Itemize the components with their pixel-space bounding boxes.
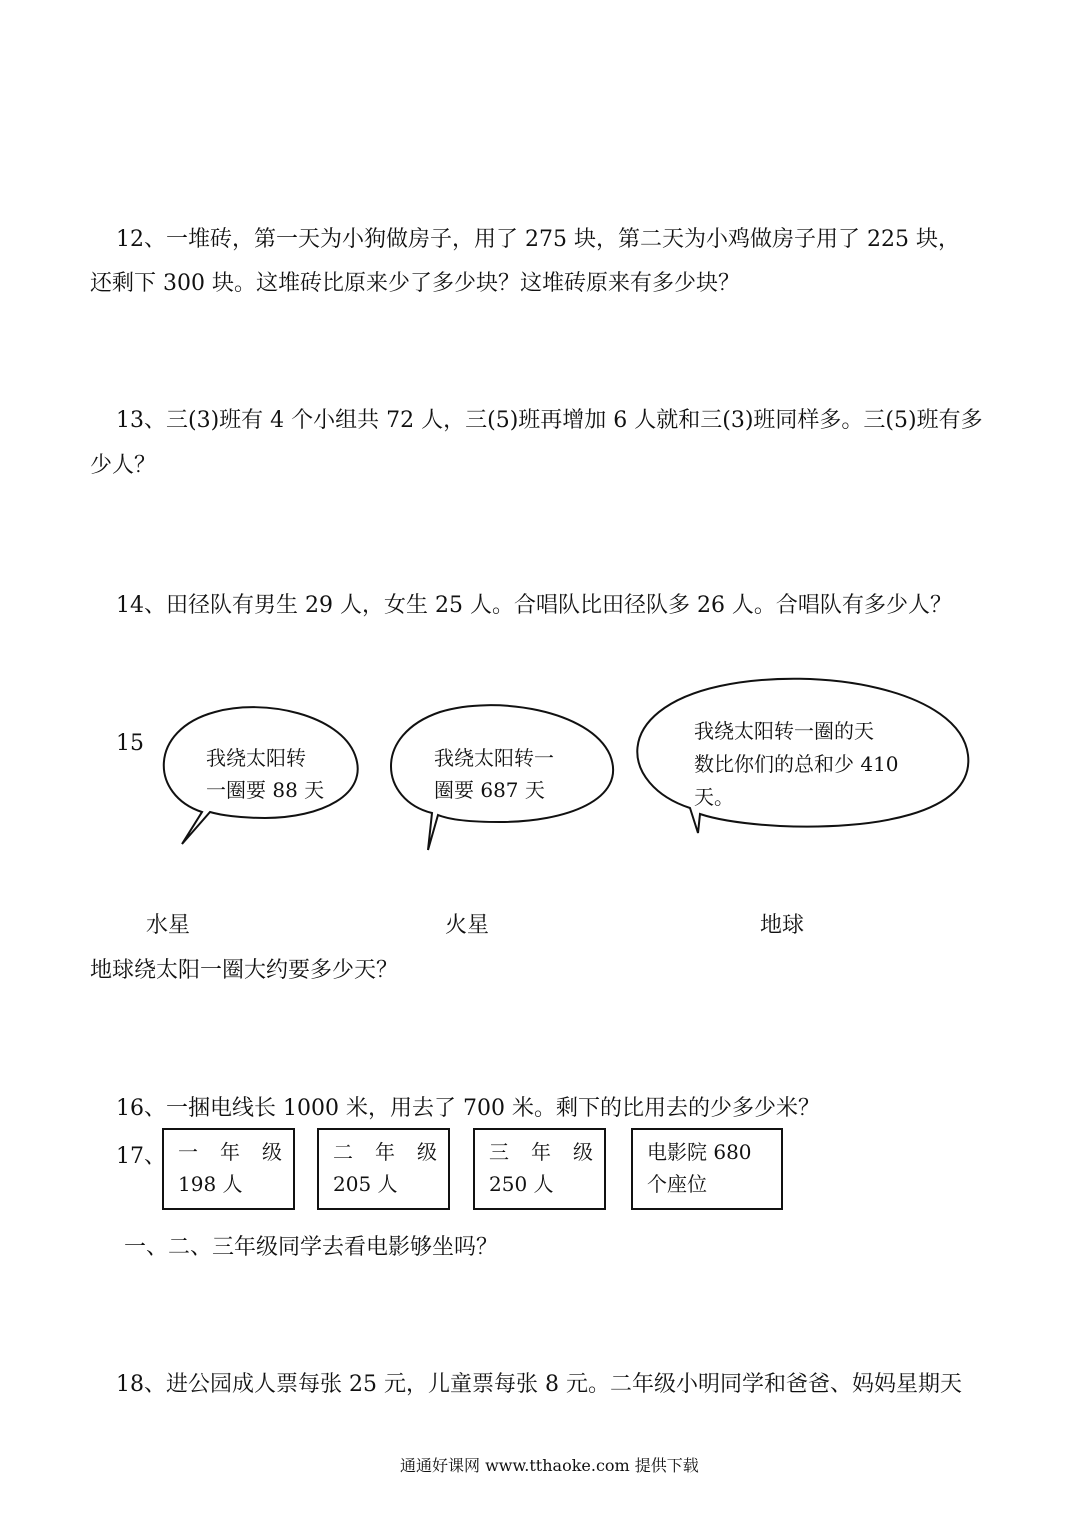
q16-line1: 16、一捆电线长 1000 米，用去了 700 米。剩下的比用去的少多少米？: [116, 1096, 820, 1121]
q12-line2: 还剩下 300 块。这堆砖比原来少了多少块？这堆砖原来有多少块？: [90, 271, 740, 296]
grade2-box: [317, 1128, 459, 1210]
bubble1-line1: 我绕太阳转: [206, 746, 306, 770]
planet-label-mercury: 水星: [146, 913, 191, 938]
q18-line1: 18、进公园成人票每张 25 元，儿童票每张 8 元。二年级小明同学和爸爸、妈妈星期天: [116, 1372, 962, 1397]
planet-label-mars: 火星: [445, 913, 490, 938]
q17-number: 17、: [116, 1144, 166, 1169]
grade3-box: [473, 1128, 615, 1210]
footer-credit: 通通好课网 www.tthaoke.com 提供下载: [400, 1456, 699, 1475]
grade3-label: 三年级: [489, 1140, 615, 1164]
q15-question: 地球绕太阳一圈大约要多少天？: [90, 958, 399, 983]
grade2-label: 二年级: [333, 1140, 459, 1164]
q15-number: 15: [116, 731, 144, 756]
q14-line1: 14、田径队有男生 29 人，女生 25 人。合唱队比田径队多 26 人。合唱队有多少人？: [116, 593, 952, 618]
cinema-seats: 个座位: [647, 1172, 707, 1196]
bubble2-line2: 圈要 687 天: [434, 778, 545, 802]
cinema-box: [631, 1128, 783, 1210]
q12-line1: 12、一堆砖，第一天为小狗做房子，用了 275 块，第二天为小鸡做房子用了 225 块，: [116, 227, 960, 252]
grade1-label: 一年级: [178, 1140, 304, 1164]
grade1-count: 198 人: [178, 1172, 243, 1196]
grade3-count: 250 人: [489, 1172, 554, 1196]
bubble3-line2: 数比你们的总和少 410: [694, 752, 899, 776]
bubble1-line2: 一圈要 88 天: [206, 778, 325, 802]
q13-line2: 少人？: [90, 453, 157, 478]
q13-line1: 13、三(3)班有 4 个小组共 72 人，三(5)班再增加 6 人就和三(3)班同样多。三(5)班有多: [116, 408, 983, 433]
q17-question: 一、二、三年级同学去看电影够坐吗？: [124, 1235, 499, 1260]
planet-label-earth: 地球: [760, 913, 805, 938]
bubble2-line1: 我绕太阳转一: [434, 746, 554, 770]
cinema-label: 电影院 680: [647, 1140, 752, 1164]
bubble3-line3: 天。: [694, 785, 734, 809]
bubble3-line1: 我绕太阳转一圈的天: [694, 719, 874, 743]
grade2-count: 205 人: [333, 1172, 398, 1196]
grade1-box: [162, 1128, 304, 1210]
